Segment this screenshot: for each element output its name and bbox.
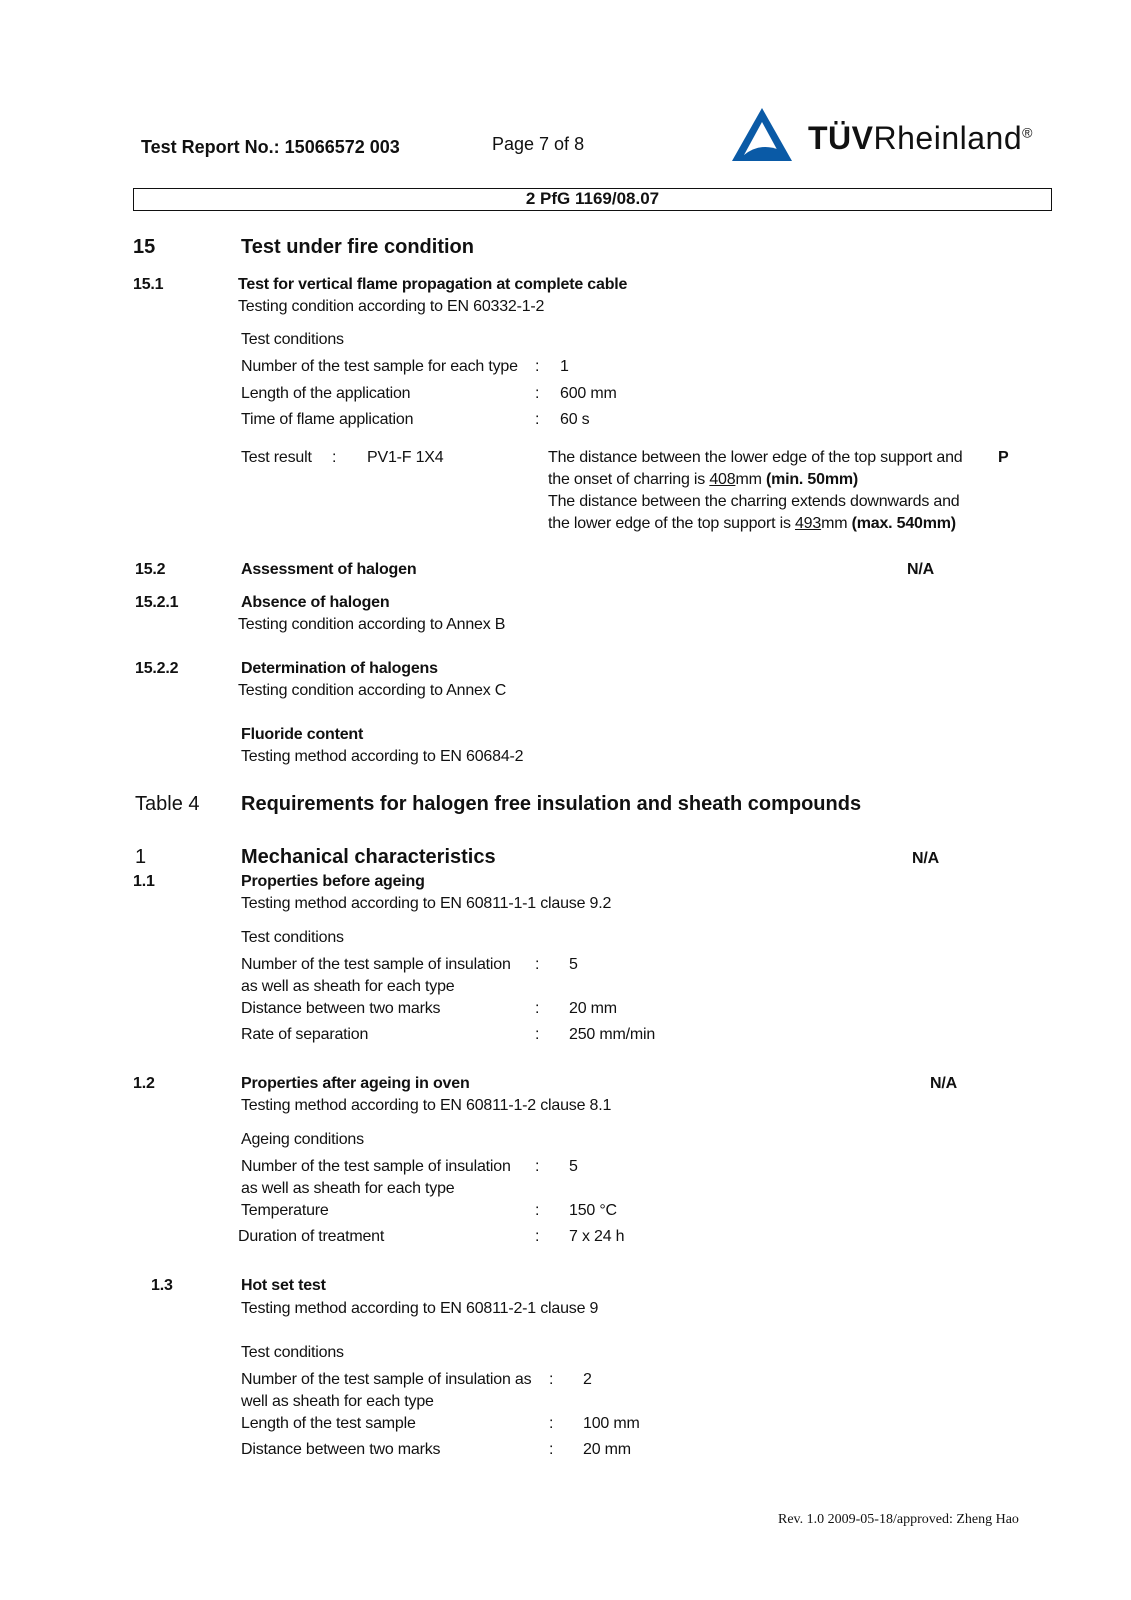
section-1-3-number: 1.3 [151,1277,173,1294]
section-15-1-number: 15.1 [133,276,164,293]
colon: : [535,956,540,973]
section-1-1-title: Properties before ageing [241,873,425,890]
section-1-2-title: Properties after ageing in oven [241,1075,470,1092]
verdict-na: N/A [912,850,939,867]
condition-label: Length of the test sample [241,1415,416,1432]
test-conditions-label: Test conditions [241,331,344,348]
certificate-number: 2 PfG 1169/08.07 [525,189,660,208]
test-result-sample: PV1-F 1X4 [367,449,444,466]
page-number: Page 7 of 8 [492,134,585,154]
tuv-wordmark-suffix: Rheinland [873,120,1023,156]
result-value: 408 [709,471,736,488]
fluoride-content-title: Fluoride content [241,726,364,743]
result-line: The distance between the lower edge of the top support and [548,449,963,466]
result-value: 493 [794,515,822,532]
section-15-title: Test under fire condition [241,236,474,258]
test-conditions-label: Test conditions [241,929,344,946]
condition-label: Distance between two marks [241,1441,441,1458]
test-conditions-label: Test conditions [241,1344,344,1361]
condition-value: 2 [583,1371,592,1388]
result-text: the onset of charring is [548,471,710,488]
tuv-wordmark-prefix: TÜV [808,120,874,156]
condition-label: Number of the test sample of insulation [241,956,511,973]
section-15-2-title: Assessment of halogen [241,561,417,578]
condition-label: as well as sheath for each type [241,978,455,995]
section-1-2-number: 1.2 [133,1075,155,1092]
tuv-logo [730,106,794,169]
section-15-2-number: 15.2 [135,561,166,578]
condition-value: 5 [569,1158,578,1175]
result-limit: (max. 540mm) [851,515,956,532]
colon: : [535,1202,540,1219]
condition-value: 600 mm [560,385,617,402]
colon: : [535,1000,540,1017]
result-limit: (min. 50mm) [765,471,858,488]
colon: : [549,1441,554,1458]
colon: : [549,1415,554,1432]
condition-label: Rate of separation [241,1026,369,1043]
condition-value: 20 mm [569,1000,617,1017]
condition-value: 7 x 24 h [569,1228,625,1245]
verdict-na: N/A [930,1075,957,1092]
section-1-1-number: 1.1 [133,873,155,890]
section-1-3-method: Testing method according to EN 60811-2-1 clause 9 [241,1300,599,1317]
fluoride-content-method: Testing method according to EN 60684-2 [241,748,524,765]
section-1-3-title: Hot set test [241,1277,326,1294]
section-15-1-title: Test for vertical flame propagation at complete cable [238,276,628,293]
condition-label: Number of the test sample of insulation as [241,1371,532,1388]
section-15-number: 15 [133,236,156,258]
colon: : [332,449,337,466]
condition-label: Duration of treatment [238,1228,385,1245]
condition-value: 20 mm [583,1441,631,1458]
result-line [548,471,858,489]
verdict-pass: P [998,449,1009,466]
section-1-2-method: Testing method according to EN 60811-1-2 clause 8.1 [241,1097,612,1114]
tuv-wordmark [808,120,1033,157]
result-line [548,515,956,533]
section-15-2-2-number: 15.2.2 [135,660,179,677]
section-15-2-2-condition: Testing condition according to Annex C [238,682,507,699]
condition-label: well as sheath for each type [241,1393,434,1410]
section-15-2-2-title: Determination of halogens [241,660,438,677]
colon: : [535,1158,540,1175]
condition-value: 60 s [560,411,590,428]
condition-value: 5 [569,956,578,973]
section-15-2-1-title: Absence of halogen [241,594,390,611]
table-4-number: Table 4 [135,793,200,815]
condition-value: 150 °C [569,1202,617,1219]
condition-label: Number of the test sample of insulation [241,1158,511,1175]
colon: : [535,1026,540,1043]
registered-mark: ® [1022,124,1033,141]
colon: : [535,385,540,402]
result-line: The distance between the charring extends downwards and [548,493,960,510]
condition-value: 1 [560,358,569,375]
result-unit: mm [821,515,852,532]
verdict-na: N/A [907,561,934,578]
certificate-box [133,188,1052,211]
tuv-triangle-icon [730,106,794,164]
table-4-title: Requirements for halogen free insulation and sheath compounds [241,793,862,815]
condition-label: Temperature [241,1202,329,1219]
section-1-title: Mechanical characteristics [241,846,496,868]
colon: : [535,358,540,375]
colon: : [549,1371,554,1388]
section-15-1-condition: Testing condition according to EN 60332-1-2 [238,298,545,315]
result-unit: mm [735,471,766,488]
section-15-2-1-number: 15.2.1 [135,594,179,611]
section-1-1-method: Testing method according to EN 60811-1-1 clause 9.2 [241,895,612,912]
section-1-number: 1 [135,846,147,868]
report-number: Test Report No.: 15066572 003 [141,137,400,157]
condition-value: 250 mm/min [569,1026,656,1043]
test-result-label: Test result [241,449,312,466]
colon: : [535,411,540,428]
section-15-2-1-condition: Testing condition according to Annex B [238,616,506,633]
condition-value: 100 mm [583,1415,640,1432]
condition-label: as well as sheath for each type [241,1180,455,1197]
condition-label: Number of the test sample for each type [241,358,518,375]
ageing-conditions-label: Ageing conditions [241,1131,364,1148]
condition-label: Time of flame application [241,411,414,428]
result-text: the lower edge of the top support is [548,515,795,532]
condition-label: Length of the application [241,385,411,402]
condition-label: Distance between two marks [241,1000,441,1017]
colon: : [535,1228,540,1245]
revision-footer: Rev. 1.0 2009-05-18/approved: Zheng Hao [778,1512,1019,1527]
